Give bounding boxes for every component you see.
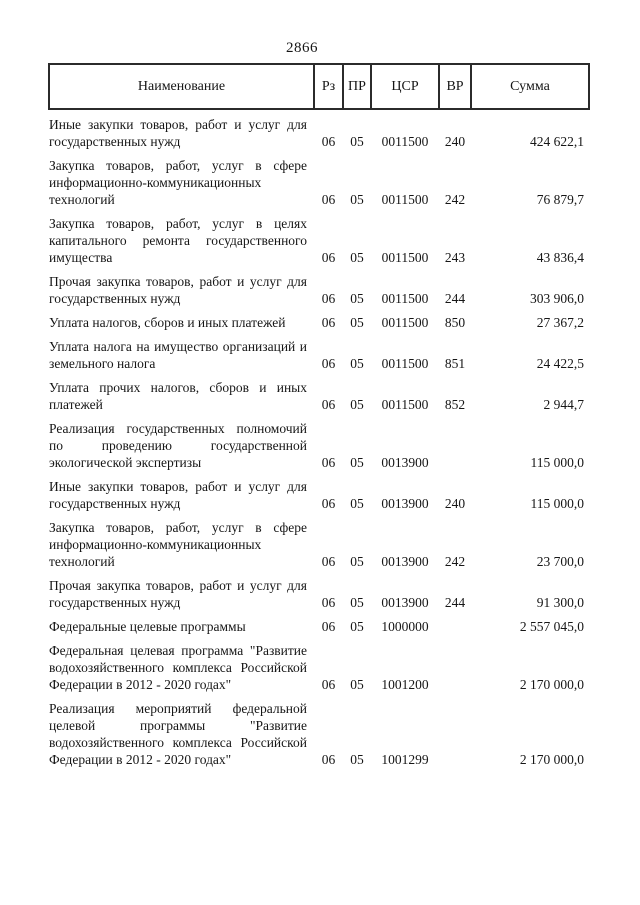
cell-name: Закупка товаров, работ, услуг в целях капитального ремонта государственного имущества bbox=[49, 216, 307, 265]
cell-sum: 115 000,0 bbox=[530, 455, 584, 470]
cell-vr: 242 bbox=[444, 554, 466, 569]
cell-name: Уплата прочих налогов, сборов и иных платежей bbox=[49, 380, 307, 412]
cell-pr: 05 bbox=[350, 134, 364, 149]
column-header-name: Наименование bbox=[49, 64, 314, 109]
cell-vr: 852 bbox=[444, 397, 466, 412]
cell-vr bbox=[439, 694, 471, 769]
cell-sum: 27 367,2 bbox=[536, 315, 584, 330]
cell-vr: 851 bbox=[444, 356, 466, 371]
page-number: 2866 bbox=[286, 40, 318, 56]
table-row bbox=[49, 513, 589, 571]
cell-sum: 23 700,0 bbox=[536, 554, 584, 569]
cell-rz: 06 bbox=[321, 595, 336, 610]
cell-sum: 115 000,0 bbox=[530, 496, 584, 511]
cell-csr: 0013900 bbox=[381, 595, 429, 610]
column-header-sum: Сумма bbox=[471, 64, 589, 109]
cell-sum: 2 557 045,0 bbox=[519, 619, 584, 634]
table-row bbox=[49, 308, 589, 332]
cell-vr bbox=[439, 612, 471, 636]
cell-name: Закупка товаров, работ, услуг в сфере информационно-коммуникационных технологий bbox=[49, 520, 307, 569]
cell-csr: 0011500 bbox=[381, 291, 429, 306]
cell-sum: 76 879,7 bbox=[536, 192, 584, 207]
cell-name: Уплата налогов, сборов и иных платежей bbox=[49, 315, 286, 330]
cell-name: Федеральные целевые программы bbox=[49, 619, 246, 634]
column-header-rz: Рз bbox=[314, 64, 343, 109]
cell-vr: 850 bbox=[444, 315, 466, 330]
cell-pr: 05 bbox=[350, 455, 364, 470]
cell-name: Прочая закупка товаров, работ и услуг для государственных нужд bbox=[49, 274, 307, 306]
cell-pr: 05 bbox=[350, 192, 364, 207]
cell-csr: 0013900 bbox=[381, 496, 429, 511]
cell-name: Иные закупки товаров, работ и услуг для государственных нужд bbox=[49, 479, 307, 511]
cell-name: Прочая закупка товаров, работ и услуг для государственных нужд bbox=[49, 578, 307, 610]
cell-name: Реализация государственных полномочий по проведению государственной экологической экспертизы bbox=[49, 421, 307, 470]
cell-rz: 06 bbox=[321, 315, 336, 330]
cell-sum: 303 906,0 bbox=[530, 291, 584, 306]
column-header-csr: ЦСР bbox=[371, 64, 439, 109]
table-row bbox=[49, 472, 589, 513]
cell-csr: 1001200 bbox=[381, 677, 429, 692]
table-row bbox=[49, 373, 589, 414]
cell-rz: 06 bbox=[321, 397, 336, 412]
budget-table bbox=[48, 63, 590, 769]
cell-pr: 05 bbox=[350, 291, 364, 306]
column-header-pr: ПР bbox=[343, 64, 371, 109]
cell-rz: 06 bbox=[321, 192, 336, 207]
cell-pr: 05 bbox=[350, 595, 364, 610]
cell-rz: 06 bbox=[321, 496, 336, 511]
cell-pr: 05 bbox=[350, 554, 364, 569]
cell-name: Реализация мероприятий федеральной целевой программы "Развитие водохозяйственного комплекса Российской Федерации в 2012 - 2020 годах" bbox=[49, 701, 307, 767]
cell-pr: 05 bbox=[350, 315, 364, 330]
cell-rz: 06 bbox=[321, 134, 336, 149]
cell-csr: 1001299 bbox=[381, 752, 429, 767]
cell-name: Закупка товаров, работ, услуг в сфере информационно-коммуникационных технологий bbox=[49, 158, 307, 207]
cell-vr: 240 bbox=[444, 496, 466, 511]
cell-csr: 0011500 bbox=[381, 356, 429, 371]
cell-vr: 240 bbox=[444, 134, 466, 149]
cell-rz: 06 bbox=[321, 752, 336, 767]
table-row bbox=[49, 267, 589, 308]
cell-csr: 0011500 bbox=[381, 134, 429, 149]
table-row bbox=[49, 151, 589, 209]
cell-name: Уплата налога на имущество организаций и земельного налога bbox=[49, 339, 307, 371]
cell-sum: 2 944,7 bbox=[543, 397, 584, 412]
cell-sum: 2 170 000,0 bbox=[519, 752, 584, 767]
cell-rz: 06 bbox=[321, 250, 336, 265]
cell-pr: 05 bbox=[350, 677, 364, 692]
cell-rz: 06 bbox=[321, 677, 336, 692]
cell-csr: 0011500 bbox=[381, 250, 429, 265]
cell-pr: 05 bbox=[350, 356, 364, 371]
cell-rz: 06 bbox=[321, 455, 336, 470]
cell-csr: 0011500 bbox=[381, 397, 429, 412]
cell-rz: 06 bbox=[321, 356, 336, 371]
cell-vr bbox=[439, 636, 471, 694]
cell-csr: 0011500 bbox=[381, 315, 429, 330]
table-header-row bbox=[49, 64, 589, 109]
table-row bbox=[49, 612, 589, 636]
column-header-vr: ВР bbox=[439, 64, 471, 109]
table-row bbox=[49, 571, 589, 612]
cell-csr: 0013900 bbox=[381, 554, 429, 569]
cell-vr: 244 bbox=[444, 291, 466, 306]
cell-sum: 2 170 000,0 bbox=[519, 677, 584, 692]
cell-csr: 0013900 bbox=[381, 455, 429, 470]
cell-vr: 242 bbox=[444, 192, 466, 207]
cell-sum: 424 622,1 bbox=[530, 134, 584, 149]
cell-pr: 05 bbox=[350, 619, 364, 634]
cell-name: Федеральная целевая программа "Развитие водохозяйственного комплекса Российской Федерации в 2012 - 2020 годах" bbox=[49, 643, 307, 692]
cell-csr: 1000000 bbox=[381, 619, 429, 634]
table-body bbox=[49, 109, 589, 769]
cell-pr: 05 bbox=[350, 496, 364, 511]
table-row bbox=[49, 109, 589, 151]
cell-pr: 05 bbox=[350, 752, 364, 767]
cell-sum: 43 836,4 bbox=[536, 250, 584, 265]
cell-sum: 24 422,5 bbox=[536, 356, 584, 371]
cell-vr: 244 bbox=[444, 595, 466, 610]
cell-pr: 05 bbox=[350, 397, 364, 412]
cell-vr: 243 bbox=[444, 250, 466, 265]
cell-rz: 06 bbox=[321, 554, 336, 569]
table-row bbox=[49, 209, 589, 267]
cell-name: Иные закупки товаров, работ и услуг для государственных нужд bbox=[49, 117, 307, 149]
cell-csr: 0011500 bbox=[381, 192, 429, 207]
cell-pr: 05 bbox=[350, 250, 364, 265]
cell-vr bbox=[439, 414, 471, 472]
table-row bbox=[49, 636, 589, 694]
cell-rz: 06 bbox=[321, 619, 336, 634]
table-row bbox=[49, 414, 589, 472]
cell-rz: 06 bbox=[321, 291, 336, 306]
cell-sum: 91 300,0 bbox=[536, 595, 584, 610]
table-row bbox=[49, 332, 589, 373]
table-row bbox=[49, 694, 589, 769]
